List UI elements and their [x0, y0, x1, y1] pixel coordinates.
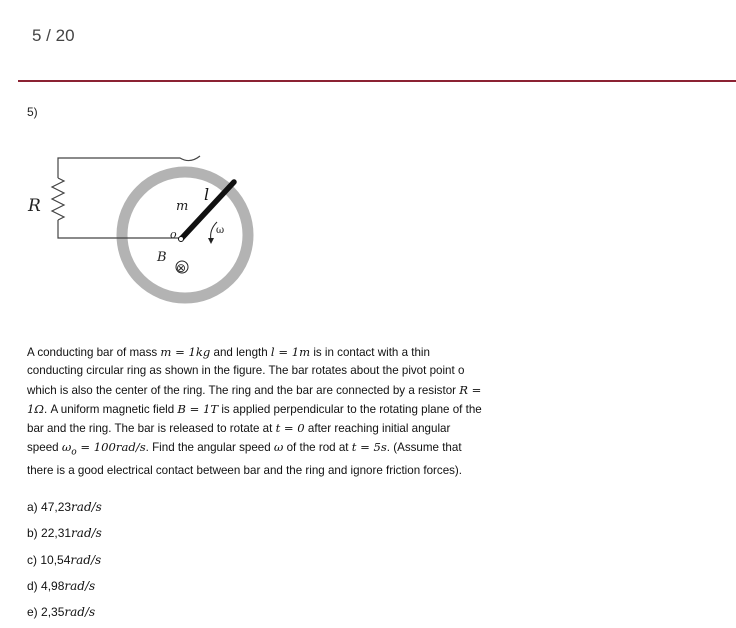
question-text-run: A conducting bar of mass: [27, 346, 161, 359]
question-number: 5): [27, 105, 38, 119]
option-letter: b): [27, 526, 42, 540]
math-subscript: o: [71, 447, 77, 458]
option-value: 2,35: [41, 605, 65, 619]
option-unit: rad/s: [71, 500, 102, 514]
pivot-point: [179, 237, 184, 242]
label-m: m: [176, 199, 189, 214]
question-text-run: . A uniform magnetic field: [44, 402, 178, 416]
question-figure: [20, 150, 270, 320]
math-expression: B = 1T: [177, 401, 219, 416]
question-text-run: . (Assume that there is a good electrical contact between bar and the ring and ignore friction forces).: [27, 441, 463, 478]
label-omega: ω: [216, 225, 225, 236]
question-text-run: is applied perpendicular to the rotating plane of the bar and the ring. The bar is released to rotate at: [27, 402, 482, 436]
question-text-run: of the rod at: [283, 441, 352, 455]
math-expression: ω: [273, 440, 284, 455]
answer-option[interactable]: [27, 579, 95, 593]
math-expression: t = 5s: [351, 440, 387, 455]
ring-circuit-diagram: [20, 150, 270, 320]
question-text-run: and length: [210, 346, 271, 359]
label-B: B: [157, 250, 167, 265]
option-value: 10,54: [40, 553, 71, 567]
option-unit: rad/s: [71, 526, 102, 540]
option-value: 4,98: [41, 579, 65, 593]
math-expression: t = 0: [275, 421, 305, 436]
option-unit: rad/s: [64, 579, 96, 593]
rotation-arrowhead: [208, 238, 214, 244]
question-text-run: is in contact with a thin conducting circular ring as shown in the figure. The bar rotates about the pivot point o which is also the center of the ring. The ring and the bar are connected by a resistor: [27, 346, 465, 397]
math-expression: = 100rad/s: [76, 440, 146, 455]
resistor-zigzag: [52, 178, 64, 220]
header-divider: [18, 80, 736, 82]
label-l: l: [204, 185, 210, 204]
question-text-run: . Find the angular speed: [145, 441, 274, 455]
label-o: o: [170, 228, 177, 241]
question-text-run: after reaching initial angular speed: [27, 422, 451, 455]
math-expression: ω: [61, 440, 72, 455]
option-letter: c): [27, 553, 41, 567]
option-letter: a): [27, 500, 42, 514]
answer-option[interactable]: [27, 553, 101, 567]
question-text: [27, 343, 485, 480]
answer-option[interactable]: [27, 500, 102, 514]
option-letter: d): [27, 579, 42, 593]
math-expression: R = 1Ω: [27, 382, 482, 416]
option-value: 47,23: [41, 500, 72, 514]
question-counter: 5 / 20: [32, 26, 75, 45]
answer-option[interactable]: [27, 605, 95, 619]
math-expression: l = 1m: [270, 345, 311, 359]
option-letter: e): [27, 605, 42, 619]
math-expression: m = 1kg: [160, 345, 211, 359]
answer-option[interactable]: [27, 526, 102, 540]
option-value: 22,31: [41, 526, 72, 540]
option-unit: rad/s: [70, 553, 102, 567]
label-R: R: [28, 196, 41, 216]
magnetic-field-into-page-icon: ⊗: [176, 261, 187, 275]
option-unit: rad/s: [64, 605, 96, 619]
